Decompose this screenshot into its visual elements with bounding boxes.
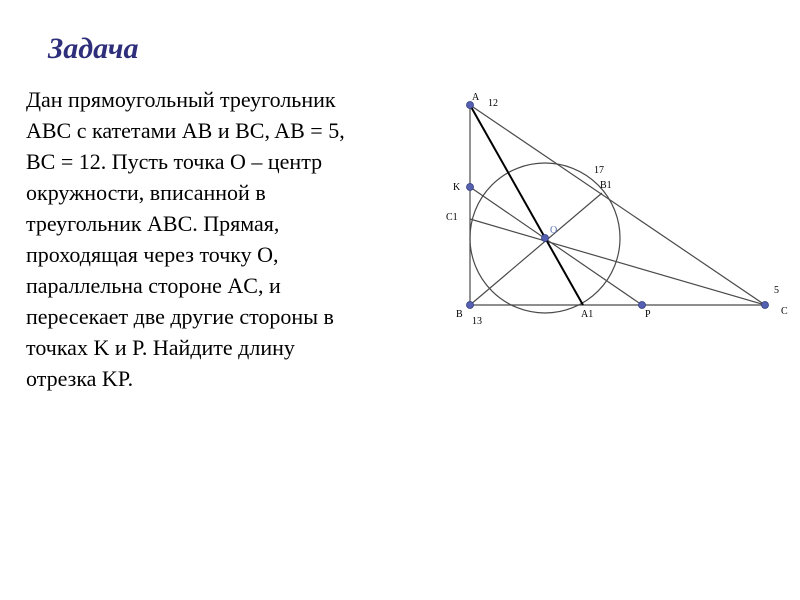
label-b: B: [456, 309, 463, 320]
label-c1: C1: [446, 212, 458, 223]
problem-line: Дан прямоугольный треугольник: [26, 87, 336, 112]
point-o: [542, 235, 549, 242]
point-b: [467, 302, 474, 309]
label-a: A: [472, 92, 480, 103]
label-side-ac: 12: [488, 98, 498, 109]
side-ac: [470, 105, 765, 305]
label-side-bc: 13: [472, 316, 482, 327]
geometry-figure: [440, 80, 800, 340]
label-a1: A1: [581, 309, 594, 320]
problem-line: BC = 12. Пусть точка O – центр: [26, 149, 323, 174]
label-c: C: [781, 306, 788, 317]
problem-line: точках K и P. Найдите длину: [26, 335, 295, 360]
label-p: P: [645, 309, 651, 320]
line-c-c1: [470, 219, 765, 305]
point-k: [467, 184, 474, 191]
label-o: O: [550, 225, 558, 236]
problem-text: [26, 84, 426, 394]
problem-line: ABC с катетами AB и BC, AB = 5,: [26, 118, 345, 143]
label-side-ab: 5: [774, 285, 779, 296]
point-c: [762, 302, 769, 309]
problem-line: пересекает две другие стороны в: [26, 304, 334, 329]
line-b-b1: [470, 193, 602, 305]
bisector-a-a1: [470, 105, 583, 305]
problem-line: треугольник ABC. Прямая,: [26, 211, 280, 236]
problem-line: проходящая через точку O,: [26, 242, 279, 267]
label-b1: B1: [600, 180, 612, 191]
problem-line: окружности, вписанной в: [26, 180, 266, 205]
problem-line: отрезка KP.: [26, 366, 134, 391]
point-p: [639, 302, 646, 309]
problem-line: параллельна стороне AC, и: [26, 273, 281, 298]
label-side-hyp: 17: [594, 165, 604, 176]
label-k: K: [453, 182, 461, 193]
slide-title: Задача: [48, 32, 139, 65]
